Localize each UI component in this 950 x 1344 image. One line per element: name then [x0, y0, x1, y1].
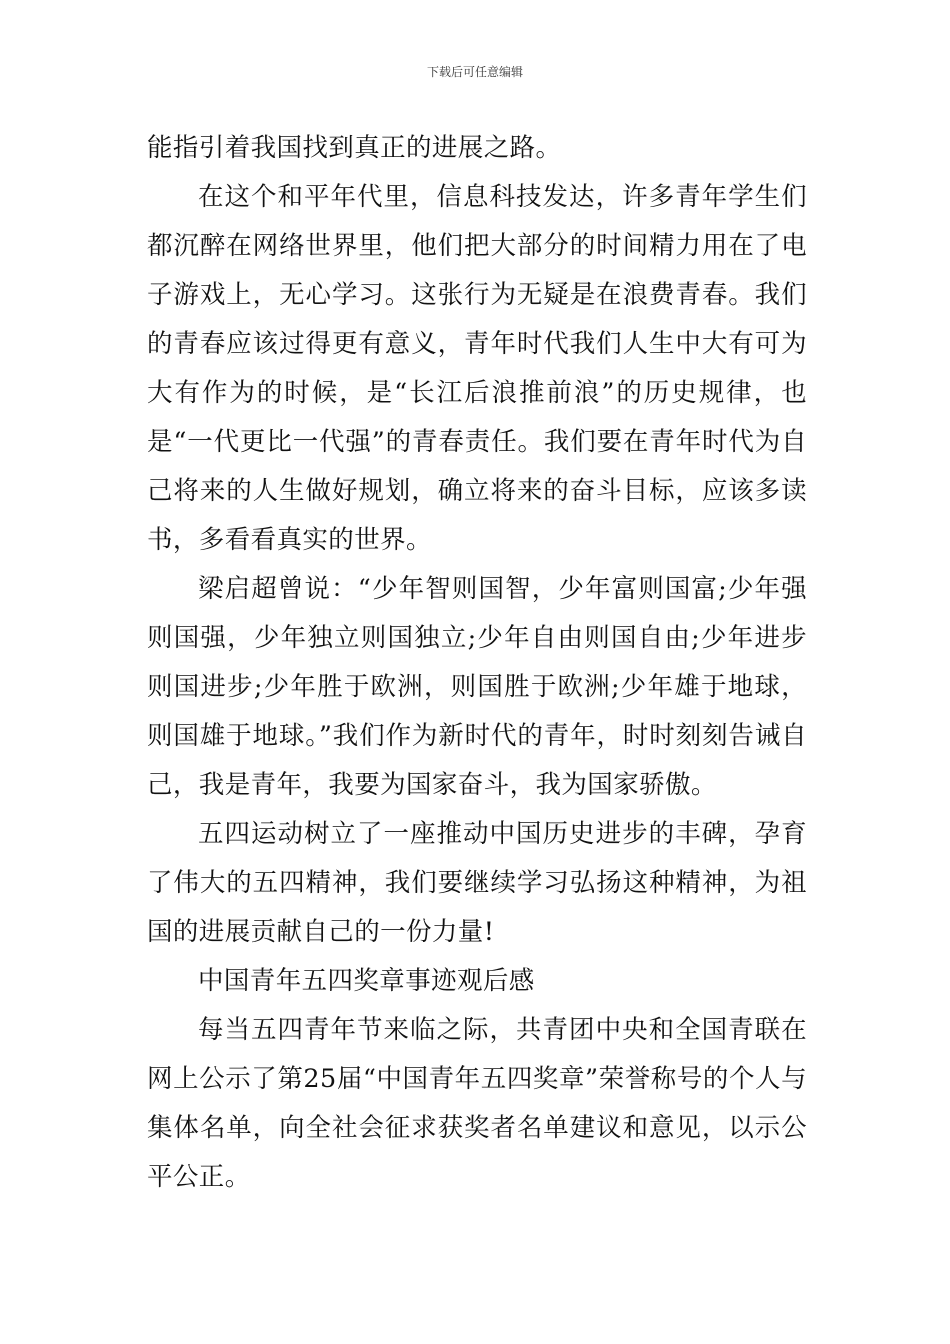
- paragraph-2: 在这个和平年代里，信息科技发达，许多青年学生们都沉醉在网络世界里，他们把大部分的时间精力用在了电子游戏上，无心学习。这张行为无疑是在浪费青春。我们的青春应该过得更有意义，青年时代我们人生中大有可为大有作为的时候，是“长江后浪推前浪”的历史规律，也是“一代更比一代强”的青春责任。我们要在青年时代为自己将来的人生做好规划，确立将来的奋斗目标，应该多读书，多看看真实的世界。: [147, 182, 807, 555]
- document-body: [147, 124, 807, 1202]
- section-heading: 中国青年五四奖章事迹观后感: [198, 966, 535, 996]
- paragraph-1: 能指引着我国找到真正的进展之路。: [147, 133, 562, 163]
- paragraph-4: 五四运动树立了一座推动中国历史进步的丰碑，孕育了伟大的五四精神，我们要继续学习弘扬这种精神，为祖国的进展贡献自己的一份力量!: [147, 819, 807, 947]
- paragraph-5: 每当五四青年节来临之际，共青团中央和全国青联在网上公示了第25届“中国青年五四奖章”荣誉称号的个人与集体名单，向全社会征求获奖者名单建议和意见，以示公平公正。: [147, 1015, 807, 1192]
- paragraph-3: 梁启超曾说：“少年智则国智，少年富则国富;少年强则国强，少年独立则国独立;少年自由则国自由;少年进步则国进步;少年胜于欧洲，则国胜于欧洲;少年雄于地球，则国雄于地球。”我们作为新时代的青年，时时刻刻告诫自己，我是青年，我要为国家奋斗，我为国家骄傲。: [147, 574, 807, 800]
- page-header: 下载后可任意编辑: [426, 65, 523, 79]
